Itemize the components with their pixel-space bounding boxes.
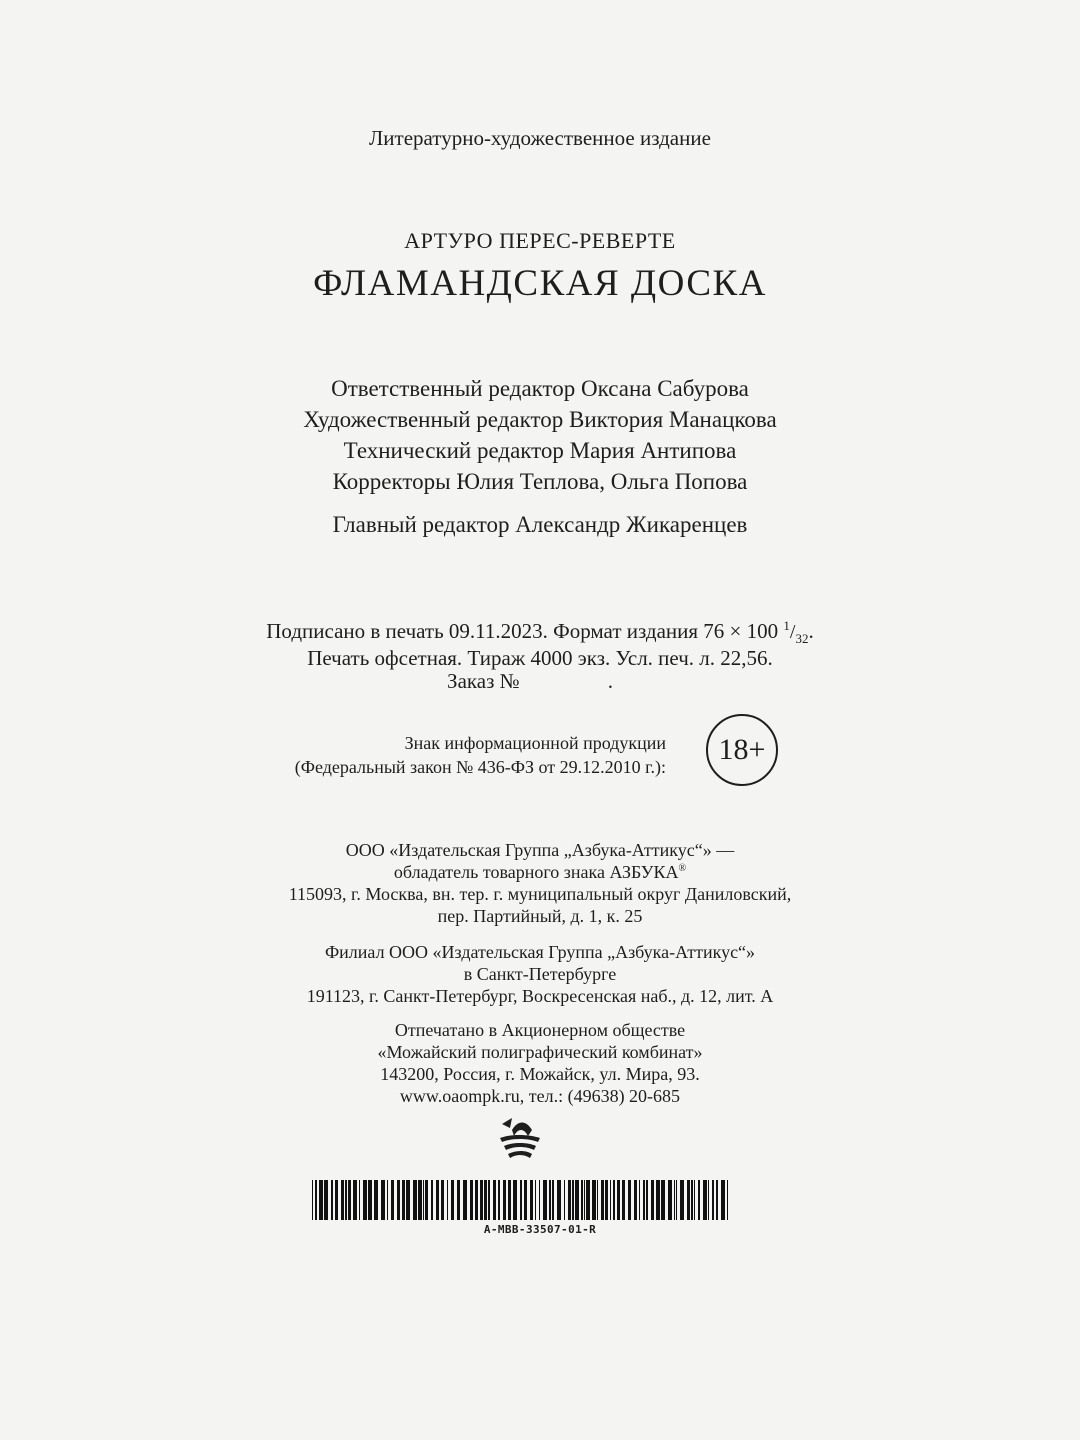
barcode-bar: [493, 1180, 496, 1220]
barcode-bar: [628, 1180, 631, 1220]
barcode-bar: [503, 1180, 506, 1220]
barcode-bar: [524, 1180, 527, 1220]
printer-line-2: «Можайский полиграфический комбинат»: [377, 1042, 703, 1062]
barcode-bar: [488, 1180, 490, 1220]
barcode-bar: [315, 1180, 317, 1220]
age-rating-law: (Федеральный закон № 436-ФЗ от 29.12.2010 г.):: [294, 757, 666, 777]
barcode-bar: [341, 1180, 344, 1220]
barcode-bar: [368, 1180, 372, 1220]
barcode-bar: [457, 1180, 460, 1220]
barcode-bar: [406, 1180, 410, 1220]
author-name: АРТУРО ПЕРЕС-РЕВЕРТЕ: [404, 228, 676, 253]
barcode-bar: [447, 1180, 448, 1220]
barcode-code: A-MBB-33507-01-R: [483, 1223, 597, 1236]
publisher-line-4: пер. Партийный, д. 1, к. 25: [437, 906, 643, 926]
barcode-bar: [480, 1180, 483, 1220]
barcode-bar: [703, 1180, 707, 1220]
barcode-bar: [418, 1180, 422, 1220]
barcode-bar: [535, 1180, 536, 1220]
print-signed-text: Подписано в печать 09.11.2023. Формат издания 76 × 100: [266, 619, 784, 643]
barcode-bar: [423, 1180, 424, 1220]
barcode-bar: [661, 1180, 665, 1220]
barcode-bar: [549, 1180, 551, 1220]
barcode-bar: [520, 1180, 522, 1220]
barcode-bar: [441, 1180, 444, 1220]
barcode-bar: [348, 1180, 351, 1220]
barcode-bar: [646, 1180, 648, 1220]
barcode-bar: [381, 1180, 385, 1220]
barcode-bar: [586, 1180, 590, 1220]
barcode-bar: [622, 1180, 625, 1220]
barcode-bar: [335, 1180, 338, 1220]
printer-line-3: 143200, Россия, г. Можайск, ул. Мира, 93.: [380, 1064, 700, 1084]
barcode-bar: [716, 1180, 718, 1220]
barcode-bar: [331, 1180, 333, 1220]
barcode-bar: [345, 1180, 347, 1220]
barcode-bar: [425, 1180, 428, 1220]
publisher-line-3: 115093, г. Москва, вн. тер. г. муниципальный округ Даниловский,: [288, 884, 792, 904]
barcode-bar: [530, 1180, 533, 1220]
barcode-bar: [484, 1180, 487, 1220]
barcode-bar: [508, 1180, 511, 1220]
barcode-bar: [643, 1180, 645, 1220]
barcode-bar: [581, 1180, 583, 1220]
barcode-bar: [639, 1180, 640, 1220]
barcode-bar: [617, 1180, 620, 1220]
barcode-bar: [470, 1180, 473, 1220]
barcode-bar: [397, 1180, 400, 1220]
order-number-line: Заказ № .: [447, 669, 613, 693]
barcode-bar: [475, 1180, 478, 1220]
barcode-bar: [610, 1180, 611, 1220]
printer-line-1: Отпечатано в Акционерном обществе: [394, 1020, 686, 1040]
barcode-bar: [374, 1180, 378, 1220]
print-details-line: Печать офсетная. Тираж 4000 экз. Усл. печ. л. 22,56.: [307, 646, 773, 670]
barcode-bar: [584, 1180, 585, 1220]
barcode-bar: [605, 1180, 608, 1220]
barcode-bar: [687, 1180, 690, 1220]
barcode-bar: [680, 1180, 684, 1220]
barcode-bar: [557, 1180, 561, 1220]
staff-line-chief-editor: Главный редактор Александр Жикаренцев: [332, 512, 748, 537]
barcode-bar: [543, 1180, 547, 1220]
format-numerator: 1: [783, 618, 790, 633]
barcode-bar: [727, 1180, 728, 1220]
barcode-bar: [568, 1180, 571, 1220]
barcode-bar: [708, 1180, 709, 1220]
barcode-bar: [613, 1180, 615, 1220]
staff-line-proofreaders: Корректоры Юлия Теплова, Ольга Попова: [332, 469, 748, 494]
barcode-bar: [463, 1180, 467, 1220]
barcode-bar: [451, 1180, 454, 1220]
format-denominator: 32: [795, 631, 809, 647]
barcode-bar: [575, 1180, 579, 1220]
branch-line-2: в Санкт-Петербурге: [463, 964, 617, 984]
staff-line-tech-editor: Технический редактор Мария Антипова: [343, 438, 737, 463]
edition-type: Литературно-художественное издание: [369, 126, 711, 150]
format-period: .: [808, 619, 814, 643]
barcode-bar: [674, 1180, 675, 1220]
barcode-bar: [498, 1180, 500, 1220]
barcode-bar: [319, 1180, 323, 1220]
barcode-bar: [391, 1180, 394, 1220]
print-signed-line: [0, 618, 1080, 647]
barcode-bar: [387, 1180, 388, 1220]
barcode-bar: [353, 1180, 357, 1220]
staff-line-art-editor: Художественный редактор Виктория Манацкова: [303, 407, 777, 432]
barcode-bar: [694, 1180, 695, 1220]
barcode-bar: [597, 1180, 598, 1220]
barcode-bar: [513, 1180, 517, 1220]
staff-line-editor: Ответственный редактор Оксана Сабурова: [331, 376, 749, 401]
trademark-owner: обладатель товарного знака АЗБУКА: [393, 862, 679, 882]
barcode-bar: [698, 1180, 700, 1220]
publisher-line-2: [0, 862, 1080, 883]
barcode-bar: [436, 1180, 439, 1220]
barcode-bar: [324, 1180, 328, 1220]
barcode-bar: [721, 1180, 725, 1220]
barcode-bar: [592, 1180, 596, 1220]
printer-logo-icon: [498, 1116, 542, 1162]
order-label: Заказ №: [447, 669, 520, 693]
barcode-bar: [676, 1180, 677, 1220]
barcode-bar: [564, 1180, 565, 1220]
barcode-bar: [656, 1180, 660, 1220]
publisher-line-1: ООО «Издательская Группа „Азбука-Аттикус“» —: [345, 840, 735, 860]
book-title: ФЛАМАНДСКАЯ ДОСКА: [313, 263, 767, 304]
barcode-bar: [668, 1180, 672, 1220]
barcode-bar: [431, 1180, 433, 1220]
printer-line-4: www.oaompk.ru, тел.: (49638) 20-685: [399, 1086, 681, 1106]
barcode-bar: [539, 1180, 540, 1220]
age-rating-label: Знак информационной продукции: [404, 733, 666, 753]
barcode-bar: [413, 1180, 417, 1220]
barcode-bar: [634, 1180, 637, 1220]
barcode-bar: [359, 1180, 360, 1220]
barcode-bar: [312, 1180, 313, 1220]
barcode-bar: [691, 1180, 693, 1220]
fraction-slash: /: [789, 621, 796, 643]
barcode-bar: [363, 1180, 367, 1220]
barcode-bar: [601, 1180, 604, 1220]
age-rating-badge: [706, 714, 778, 786]
barcode-bar: [402, 1180, 405, 1220]
age-rating-mark: 18+: [718, 733, 766, 766]
barcode-bar: [572, 1180, 574, 1220]
branch-line-1: Филиал ООО «Издательская Группа „Азбука-Аттикус“»: [324, 942, 756, 962]
barcode-bar: [552, 1180, 554, 1220]
barcode: [312, 1180, 732, 1220]
branch-line-3: 191123, г. Санкт-Петербург, Воскресенская наб., д. 12, лит. А: [306, 986, 774, 1006]
barcode-bar: [651, 1180, 654, 1220]
registered-mark: ®: [678, 863, 687, 874]
barcode-bar: [712, 1180, 714, 1220]
